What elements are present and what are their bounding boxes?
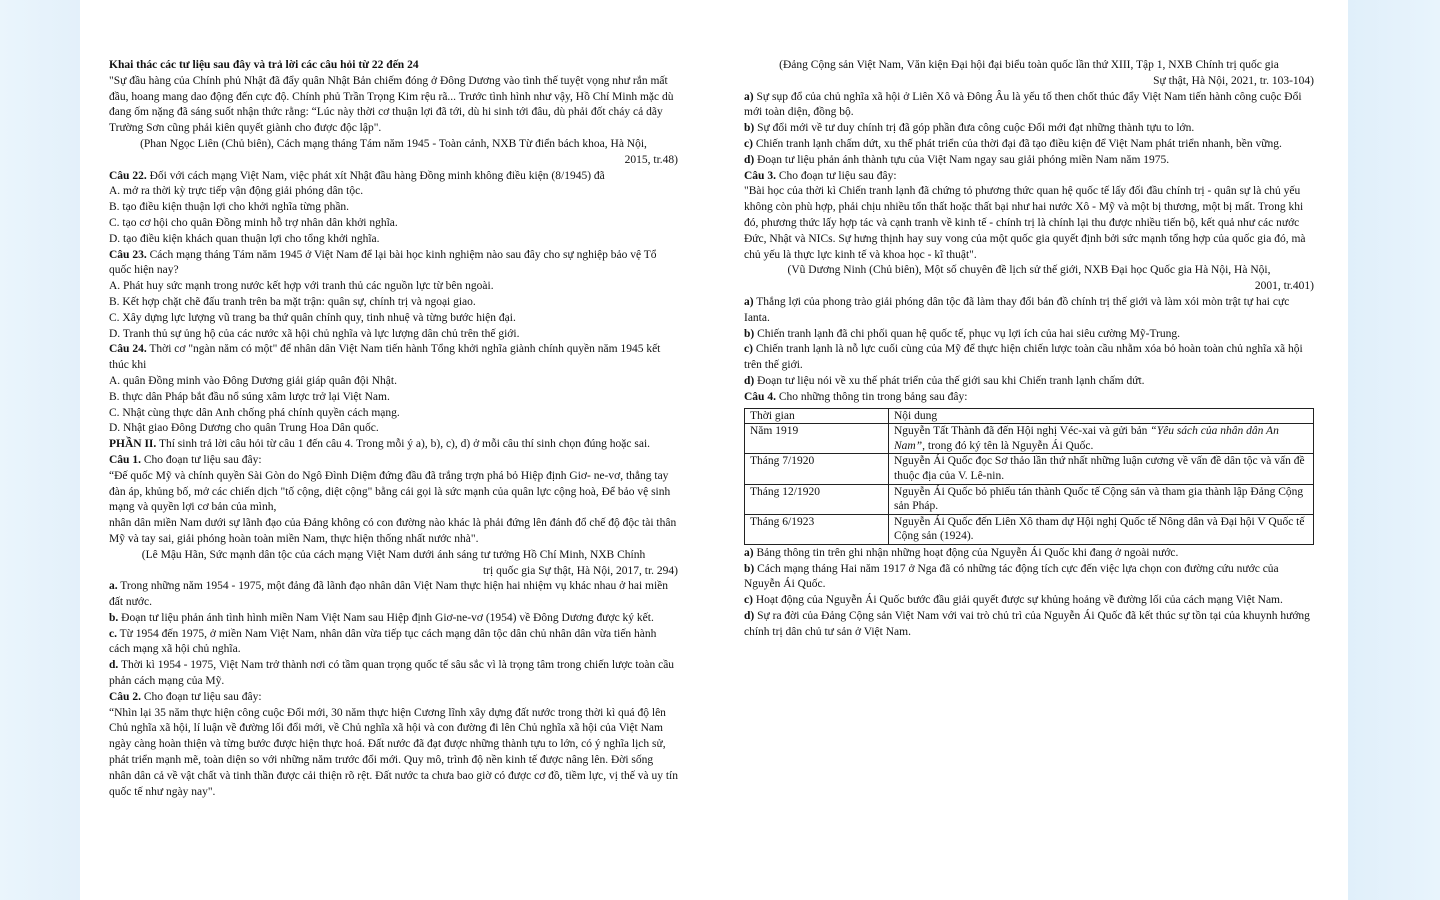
citation-1-line-1: (Phan Ngọc Liên (Chủ biên), Cách mạng tháng Tám năm 1945 - Toàn cảnh, NXB Từ điển bách khoa, Hà Nội, bbox=[140, 137, 647, 150]
q24-option-a: A. quân Đồng minh vào Đông Dương giải giáp quân đội Nhật. bbox=[109, 374, 397, 387]
cau-4-item-d: d) Sự ra đời của Đảng Cộng sản Việt Nam với vai trò chủ trì của Nguyễn Ái Quốc đã kết thúc sự tồn tại của khuynh hướng chính trị dân chủ tư sản ở Việt Nam. bbox=[744, 610, 1310, 638]
citation-1-line-2: 2015, tr.48) bbox=[624, 153, 678, 166]
cau-3-quote: "Bài học của thời kì Chiến tranh lạnh đã chứng tỏ phương thức quan hệ quốc tế lấy đối đầu chính trị - quân sự là chủ yếu không còn phù hợp, phải chịu nhiều tổn thất hoặc thất bại như hai nước Xô - Mỹ và một bị thương, một bị mất. Trong khi đó, phương thức lấy hợp tác và cạnh tranh về kinh tế - chính trị là chính lại thu được nhiều tiến bộ, kết quả như các nước Đức, Nhật và NICs. Sự hưng thịnh hay suy vong của một quốc gia quyết định bởi sức mạnh tổng hợp của quốc gia đó, mà chủ yếu là thực lực kinh tế và khoa học - kĩ thuật". bbox=[744, 185, 1306, 261]
q22-option-c: C. tạo cơ hội cho quân Đồng minh hỗ trợ nhân dân khởi nghĩa. bbox=[109, 216, 398, 229]
table-row bbox=[745, 454, 1314, 484]
q23-option-d: D. Tranh thủ sự ủng hộ của các nước xã hội chủ nghĩa và lực lượng dân chủ trên thế giới. bbox=[109, 327, 520, 340]
cau-3-intro: Câu 3. Cho đoạn tư liệu sau đây: bbox=[744, 169, 897, 182]
question-22: Câu 22. Đối với cách mạng Việt Nam, việc phát xít Nhật đầu hàng Đồng minh không điều kiện (8/1945) đã bbox=[109, 169, 605, 182]
cau-4-item-c: c) Hoạt động của Nguyễn Ái Quốc bước đầu giải quyết được sự khủng hoảng về đường lối của cách mạng Việt Nam. bbox=[744, 594, 1283, 607]
q22-option-d: D. tạo điều kiện khách quan thuận lợi cho tổng khởi nghĩa. bbox=[109, 232, 380, 245]
question-24: Câu 24. Thời cơ "ngàn năm có một" để nhân dân Việt Nam tiến hành Tổng khởi nghĩa giành chính quyền năm 1945 kết thúc khi bbox=[109, 343, 661, 372]
cau-4-item-b: b) Cách mạng tháng Hai năm 1917 ở Nga đã có những tác động tích cực đến việc lựa chọn con đường cứu nước của Nguyễn Ái Quốc. bbox=[744, 562, 1279, 591]
section-heading: Khai thác các tư liệu sau đây và trả lời các câu hỏi từ 22 đến 24 bbox=[109, 59, 419, 71]
cau-3-item-d: d) Đoạn tư liệu nói về xu thế phát triển của thế giới sau khi Chiến tranh lạnh chấm dứt. bbox=[744, 374, 1145, 387]
cau-1-item-b: b. Đoạn tư liệu phản ánh tình hình miền Nam Việt Nam sau Hiệp định Giơ-ne-vơ (1954) về Đông Dương được ký kết. bbox=[109, 611, 654, 624]
cau-4-intro: Câu 4. Cho những thông tin trong bảng sau đây: bbox=[744, 390, 968, 403]
q23-option-b: B. Kết hợp chặt chẽ đấu tranh trên ba mặt trận: quân sự, chính trị và ngoại giao. bbox=[109, 295, 476, 308]
cau-2-citation-line-1: (Đảng Cộng sản Việt Nam, Văn kiện Đại hội đại biểu toàn quốc lần thứ XIII, Tập 1, NXB Chính trị quốc gia bbox=[779, 59, 1279, 71]
cau-3-item-a: a) Thắng lợi của phong trào giải phóng dân tộc đã làm thay đổi bản đồ chính trị thế giới và làm xói mòn trật tự hai cực Ianta. bbox=[744, 295, 1290, 324]
cau-1-quote-part-1: “Đế quốc Mỹ và chính quyền Sài Gòn do Ngô Đình Diệm đứng đầu đã trắng trợn phá bỏ Hiệp định Giơ- ne-vơ, thẳng tay đàn áp, khủng bố, mở các chiến dịch "tố cộng, diệt cộng" bằng cái gọi là sức mạnh của quân lực cộng hoà, Để bảo vệ sinh mạng và quyền lợi cơ bản của mình, bbox=[109, 469, 671, 514]
q23-option-c: C. Xây dựng lực lượng vũ trang ba thứ quân chính quy, tinh nhuệ và từng bước hiện đại. bbox=[109, 311, 516, 324]
cau-2-item-a: a) Sự sụp đổ của chủ nghĩa xã hội ở Liên Xô và Đông Âu là yếu tố then chốt thúc đẩy Việt Nam tiến hành công cuộc Đổi mới toàn diện, đồng bộ. bbox=[744, 90, 1302, 119]
cau-1-item-c: c. Từ 1954 đến 1975, ở miền Nam Việt Nam, nhân dân vừa tiếp tục cách mạng dân tộc dân chủ nhân dân vừa tiến hành cách mạng xã hội chủ nghĩa. bbox=[109, 627, 657, 656]
table-row bbox=[745, 484, 1314, 514]
table-header-content: Nội dung bbox=[889, 408, 1314, 424]
cau-3-citation-line-1: (Vũ Dương Ninh (Chủ biên), Một số chuyên đề lịch sử thế giới, NXB Đại học Quốc gia Hà Nội, Hà Nội, bbox=[787, 264, 1271, 277]
cau-4-item-a: a) Bảng thông tin trên ghi nhận những hoạt động của Nguyễn Ái Quốc khi đang ở ngoài nước. bbox=[744, 546, 1179, 559]
cau-3-item-b: b) Chiến tranh lạnh đã chi phối quan hệ quốc tế, phục vụ lợi ích của hai siêu cường Mỹ-Trung. bbox=[744, 327, 1181, 340]
cau-1-citation-line-2: trị quốc gia Sự thật, Hà Nội, 2017, tr. 294) bbox=[482, 564, 678, 577]
q22-option-b: B. tạo điều kiện thuận lợi cho khởi nghĩa từng phần. bbox=[109, 201, 350, 214]
table-cell-time: Tháng 6/1923 bbox=[745, 514, 889, 544]
table-cell-content: Nguyễn Ái Quốc đọc Sơ thảo lần thứ nhất những luận cương về vấn đề dân tộc và vấn đề thuộc địa của V. Lê-nin. bbox=[889, 454, 1314, 484]
cau-2-item-d: d) Đoạn tư liệu phản ánh thành tựu của Việt Nam ngay sau giải phóng miền Nam năm 1975. bbox=[744, 153, 1170, 166]
cau-3-citation-line-2: 2001, tr.401) bbox=[1254, 280, 1314, 293]
cau-1-intro: Câu 1. Cho đoạn tư liệu sau đây: bbox=[109, 453, 262, 466]
cau-2-item-c: c) Chiến tranh lạnh chấm dứt, xu thế phát triển của thời đại đã tạo điều kiện để Việt Nam phát triển nhanh, bền vững. bbox=[744, 137, 1282, 150]
cau-2-quote: “Nhìn lại 35 năm thực hiện công cuộc Đổi mới, 30 năm thực hiện Cương lĩnh xây dựng đất nước trong thời kì quá độ lên Chủ nghĩa xã hội, lí luận về đường lối đổi mới, về Chủ nghĩa xã hội và con đường đi lên Chủ nghĩa xã hội của Việt Nam ngày càng hoàn thiện và từng bước được hiện thực hoá. Đất nước đã đạt được những thành tựu to lớn, có ý nghĩa lịch sử, phát triển mạnh mẽ, toàn diện so với những năm trước đổi mới. Quy mô, trình độ nền kinh tế được nâng lên. Đời sống nhân dân cả về vật chất và tinh thần được cải thiện rõ rệt. Đất nước ta chưa bao giờ có được cơ đồ, tiềm lực, vị thế và uy tín quốc tế như ngày nay". bbox=[109, 706, 678, 798]
left-column bbox=[109, 58, 678, 800]
cau-2-item-b: b) Sự đổi mới về tư duy chính trị đã góp phần đưa công cuộc Đổi mới đạt những thành tựu to lớn. bbox=[744, 122, 1195, 135]
cau-2-intro: Câu 2. Cho đoạn tư liệu sau đây: bbox=[109, 690, 262, 703]
table-row bbox=[745, 514, 1314, 544]
table-cell-time: Tháng 7/1920 bbox=[745, 454, 889, 484]
q24-option-b: B. thực dân Pháp bắt đầu nổ súng xâm lược trở lại Việt Nam. bbox=[109, 390, 390, 403]
right-column bbox=[744, 58, 1314, 641]
cau-1-item-a: a. Trong những năm 1954 - 1975, một đảng đã lãnh đạo nhân dân Việt Nam thực hiện hai nhiệm vụ khác nhau ở hai miền đất nước. bbox=[109, 580, 669, 609]
table-cell-time: Năm 1919 bbox=[745, 424, 889, 454]
table-cell-content: Nguyễn Ái Quốc đến Liên Xô tham dự Hội nghị Quốc tế Nông dân và Đại hội V Quốc tế Cộng sản (1924). bbox=[889, 514, 1314, 544]
table-row bbox=[745, 424, 1314, 454]
table-header-time: Thời gian bbox=[745, 408, 889, 424]
q24-option-c: C. Nhật cùng thực dân Anh chống phá chính quyền cách mạng. bbox=[109, 406, 400, 419]
table-header-row bbox=[745, 408, 1314, 424]
cau-2-citation-line-2: Sự thật, Hà Nội, 2021, tr. 103-104) bbox=[1153, 74, 1314, 87]
q22-option-a: A. mở ra thời kỳ trực tiếp vận động giải phóng dân tộc. bbox=[109, 185, 364, 198]
q23-option-a: A. Phát huy sức mạnh trong nước kết hợp với tranh thủ các nguồn lực từ bên ngoài. bbox=[109, 280, 494, 293]
table-cell-content: Nguyễn Tất Thành đã đến Hội nghị Véc-xai và gửi bản “Yêu sách của nhân dân An Nam”, trong đó ký tên là Nguyễn Ái Quốc. bbox=[889, 424, 1314, 454]
document-page bbox=[80, 0, 1348, 900]
right-background-margin bbox=[1348, 0, 1440, 900]
cau-1-quote-part-2: nhân dân miền Nam dưới sự lãnh đạo của Đảng không có con đường nào khác là phải đứng lên đánh đổ chế độ độc tài thân Mỹ và tay sai, giải phóng hoàn toàn miền Nam, thực hiện thống nhất nước nhà". bbox=[109, 517, 677, 545]
table-cell-content: Nguyễn Ái Quốc bỏ phiếu tán thành Quốc tế Cộng sản và tham gia thành lập Đảng Cộng sản Pháp. bbox=[889, 484, 1314, 514]
cau-3-item-c: c) Chiến tranh lạnh là nỗ lực cuối cùng của Mỹ để thực hiện chiến lược toàn cầu nhằm xóa bỏ hoàn toàn chủ nghĩa xã hội trên thế giới. bbox=[744, 343, 1303, 372]
events-table bbox=[744, 408, 1314, 545]
source-quote-1: "Sự đầu hàng của Chính phủ Nhật đã đẩy quân Nhật Bản chiếm đóng ở Đông Dương vào tình thế tuyệt vọng như rắn mất đầu, hoang mang dao động đến cực độ. Chính phủ Trần Trọng Kim rệu rã... Trước tình hình như vậy, Hồ Chí Minh mặc dù đang ốm nặng đã sáng suốt nhận thức rằng: “Lúc này thời cơ thuận lợi đã tới, dù hi sinh tới đâu, dù phải đốt cháy cả dãy Trường Sơn cũng phải kiên quyết giành cho được độc lập". bbox=[109, 74, 674, 135]
cau-1-citation-line-1: (Lê Mậu Hãn, Sức mạnh dân tộc của cách mạng Việt Nam dưới ánh sáng tư tưởng Hồ Chí Minh, NXB Chính bbox=[141, 548, 646, 561]
left-background-margin bbox=[0, 0, 80, 900]
q24-option-d: D. Nhật giao Đông Dương cho quân Trung Hoa Dân quốc. bbox=[109, 422, 379, 435]
question-23: Câu 23. Cách mạng tháng Tám năm 1945 ở Việt Nam để lại bài học kinh nghiệm nào sau đây cho sự nghiệp bảo vệ Tổ quốc hiện nay? bbox=[109, 248, 657, 277]
table-cell-time: Tháng 12/1920 bbox=[745, 484, 889, 514]
part-2-instructions: PHẦN II. Thí sinh trả lời câu hỏi từ câu 1 đến câu 4. Trong mỗi ý a), b), c), d) ở mỗi câu thí sinh chọn đúng hoặc sai. bbox=[109, 438, 651, 451]
cau-1-item-d: d. Thời kì 1954 - 1975, Việt Nam trở thành nơi có tầm quan trọng quốc tế sâu sắc vì là trọng tâm trong chiến lược toàn cầu phản cách mạng của Mỹ. bbox=[109, 659, 675, 688]
